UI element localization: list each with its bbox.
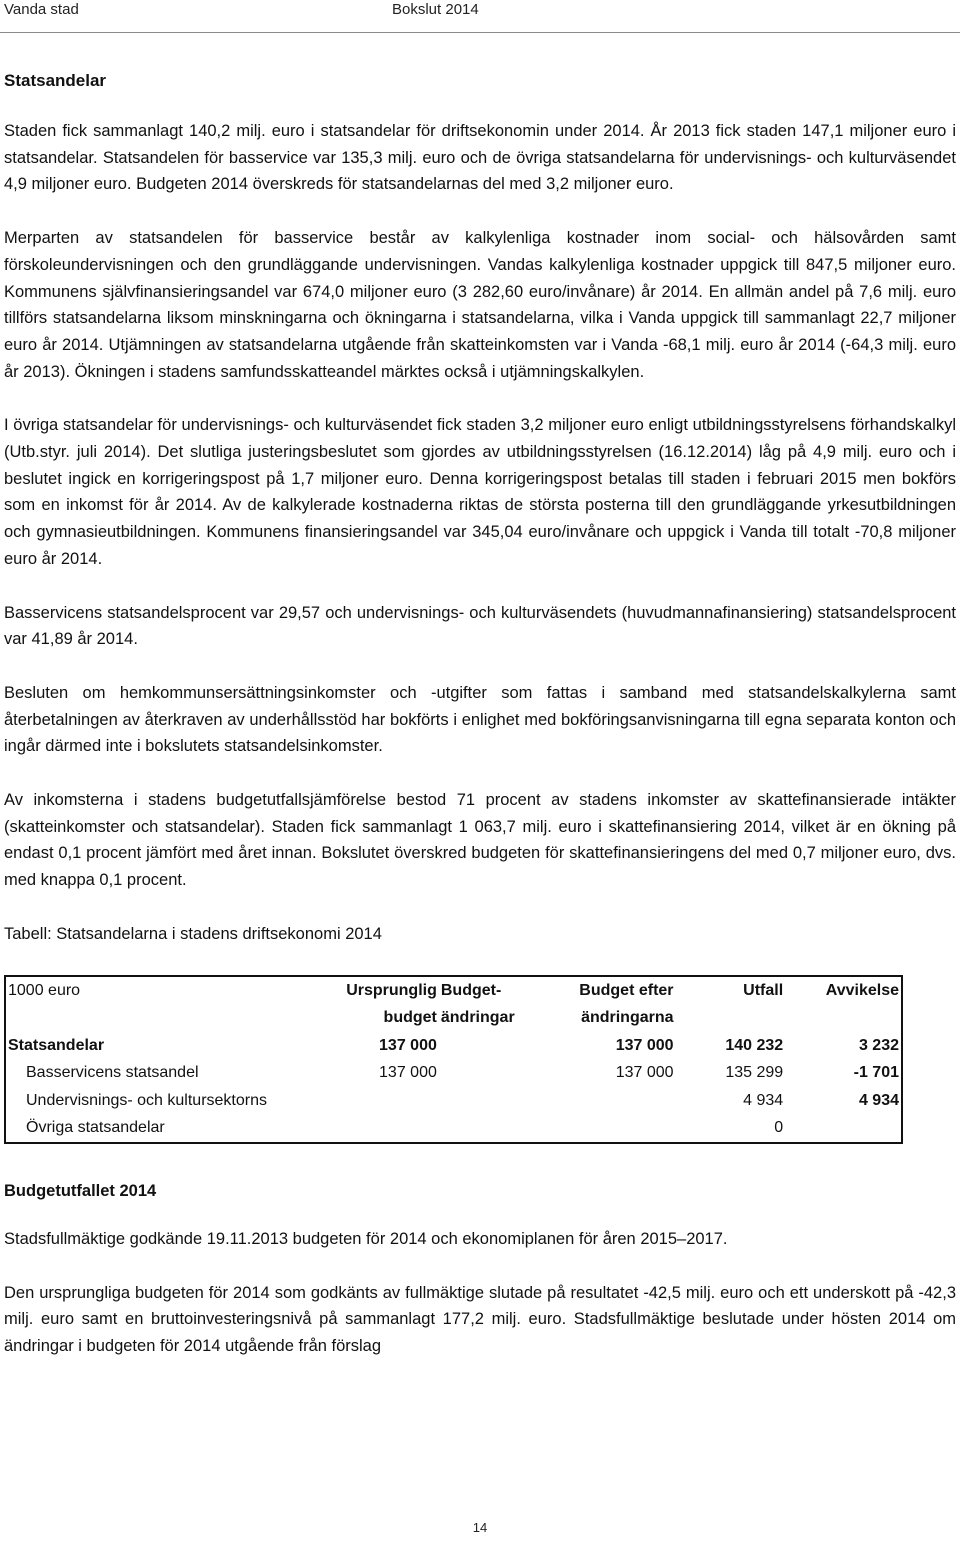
table-cell bbox=[439, 1032, 554, 1060]
column-header: 1000 euro bbox=[8, 981, 81, 999]
table-cell: 137 000 bbox=[615, 1036, 674, 1054]
page-content bbox=[4, 66, 956, 1387]
table-cell bbox=[554, 1114, 676, 1143]
paragraph: I övriga statsandelar för undervisnings- och kulturväsendet fick staden 3,2 miljoner euro enligt utbildningsstyrelsens förhandskalkyl (Utb.styr. juli 2014). Det slutliga justeringsbeslutet som gjordes av utbildningsstyrelsen (16.12.2014) låg på 4,9 milj. euro och i beslutet ingick en korrigeringspost på 1,7 miljoner euro. Denna korrigeringspost betalas till staden i februari 2015 men bokförs som en inkomst för år 2014. Av de kalkylerade kostnaderna riktas de största posterna till den grundläggande yrkesutbildningen och gymnasieutbildningen. Kommunens finansieringsandel var 345,04 euro/invånare och uppgick i Vanda till totalt -70,8 miljoner euro år 2014. bbox=[4, 416, 956, 568]
table-cell bbox=[439, 1087, 554, 1115]
column-header: Budget efter ändringarna bbox=[579, 981, 674, 1027]
table-cell: 137 000 bbox=[379, 1064, 437, 1082]
table-cell: 135 299 bbox=[725, 1064, 784, 1082]
page-header bbox=[0, 0, 960, 33]
table-cell: 140 232 bbox=[725, 1036, 784, 1054]
paragraph: Den ursprungliga budgeten för 2014 som godkänts av fullmäktige slutade på resultatet -42,5 milj. euro och ett underskott på -42,3 milj. euro samt en bruttoinvesteringsnivå på sammanlagt 177,2 milj. euro. Stadsfullmäktige beslutade under hösten 2014 om ändringar i budgeten för 2014 utgående från förslag bbox=[4, 1283, 956, 1355]
table-cell: 137 000 bbox=[615, 1064, 674, 1082]
column-header: Budget-ändringar bbox=[440, 981, 515, 1027]
paragraph: Stadsfullmäktige godkände 19.11.2013 budgeten för 2014 och ekonomiplanen för åren 2015–2017. bbox=[4, 1229, 728, 1248]
table-cell: -1 701 bbox=[853, 1064, 899, 1082]
table-row bbox=[5, 1032, 902, 1060]
table-cell bbox=[334, 1087, 439, 1115]
row-label: Undervisnings- och kultursektorns bbox=[26, 1091, 267, 1109]
table-cell: 137 000 bbox=[379, 1036, 437, 1054]
column-header: Utfall bbox=[743, 981, 784, 999]
row-label: Basservicens statsandel bbox=[26, 1064, 199, 1082]
table-cell: 4 934 bbox=[858, 1091, 899, 1109]
table-cell: 4 934 bbox=[743, 1091, 784, 1109]
statsandelar-table bbox=[4, 975, 903, 1144]
table-row bbox=[5, 1114, 902, 1143]
row-label: Övriga statsandelar bbox=[26, 1119, 165, 1137]
paragraph: Merparten av statsandelen för basservice består av kalkylenliga kostnader inom social- och hälsovården samt förskoleundervisningen och den grundläggande undervisningen. Vandas kalkylenliga kostnader uppgick till 847,5 miljoner euro. Kommunens självfinansieringsandel var 674,0 miljoner euro (3 282,60 euro/invånare) år 2014. En allmän andel på 7,6 milj. euro tillförs statsandelarna liksom minskningarna och ökningarna i statsandelarna, vilka i Vanda uppgick till sammanlagt 22,7 miljoner euro år 2014. Utjämningen av statsandelarna utgående från skatteinkomsten var i Vanda -68,1 milj. euro år 2014 (-64,3 milj. euro år 2013). Ökningen i stadens samfundsskatteandel märktes också i utjämningskalkylen. bbox=[4, 229, 956, 381]
paragraph: Basservicens statsandelsprocent var 29,57 och undervisnings- och kulturväsendets (huvudmannafinansiering) statsandelsprocent var 41,89 år 2014. bbox=[4, 603, 956, 649]
table-cell bbox=[554, 1087, 676, 1115]
table-header-row bbox=[5, 976, 902, 1032]
section-title: Statsandelar bbox=[4, 71, 107, 90]
column-header: Ursprunglig budget bbox=[346, 981, 437, 1027]
header-document-title: Bokslut 2014 bbox=[392, 1, 479, 18]
table-cell bbox=[439, 1059, 554, 1087]
paragraph: Staden fick sammanlagt 140,2 milj. euro i statsandelar för driftsekonomin under 2014. År 2013 fick staden 147,1 miljoner euro i statsandelar. Statsandelen för basservice var 135,3 milj. euro och de övriga statsandelarna för undervisnings- och kulturväsendet 4,9 miljoner euro. Budgeten 2014 överskreds för statsandelarnas del med 3,2 miljoner euro. bbox=[4, 122, 956, 194]
table-cell bbox=[785, 1114, 902, 1143]
table-row bbox=[5, 1087, 902, 1115]
table-cell: 3 232 bbox=[858, 1036, 899, 1054]
paragraph: Besluten om hemkommunsersättningsinkomster och -utgifter som fattas i samband med statsandelskalkylerna samt återbetalningen av återkraven av underhållsstöd har bokförts i enlighet med bokföringsanvisningarna till egna separata konton och ingår därmed inte i bokslutets statsandelsinkomster. bbox=[4, 683, 956, 756]
table-cell: 0 bbox=[774, 1119, 784, 1137]
table-caption: Tabell: Statsandelarna i stadens driftsekonomi 2014 bbox=[4, 924, 382, 943]
table-row bbox=[5, 1059, 902, 1087]
column-header: Avvikelse bbox=[825, 981, 899, 999]
paragraph: Av inkomsterna i stadens budgetutfallsjämförelse bestod 71 procent av stadens inkomster av skattefinansierade intäkter (skatteinkomster och statsandelar). Staden fick sammanlagt 1 063,7 milj. euro i skattefinansiering 2014, vilket är en ökning på endast 0,1 procent jämfört med året innan. Bokslutet överskred budgeten för skattefinansieringens del med 0,7 miljoner euro, dvs. med knappa 0,1 procent. bbox=[4, 791, 956, 890]
page-number: 14 bbox=[472, 1520, 488, 1535]
header-organization: Vanda stad bbox=[4, 1, 79, 18]
subsection-title: Budgetutfallet 2014 bbox=[4, 1181, 157, 1200]
row-label: Statsandelar bbox=[8, 1036, 105, 1054]
table-cell bbox=[334, 1114, 439, 1143]
table-cell bbox=[439, 1114, 554, 1143]
